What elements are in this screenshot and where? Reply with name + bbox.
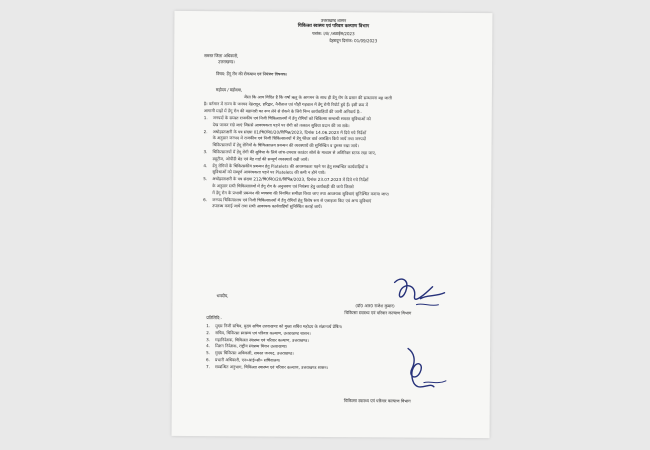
letter-page: [172, 11, 493, 438]
instruction-number: 4.: [203, 162, 208, 168]
instruction-item: [203, 176, 467, 198]
copy-heading: प्रतिलिपि:-: [206, 315, 222, 321]
subject-line: विषय: डेंगू रोग की रोकथाम एवं नियंत्रण विषयक।: [216, 71, 288, 77]
copy-number: 6.: [206, 357, 210, 363]
intro-line: आगामी माहों में डेंगू रोग की महामारी का रूप लेने से रोकने के लिये निम्न कार्यवाहियाँ की जानी अनिवार्य है:-: [203, 107, 362, 114]
copy-text: मुख्य निजी सचिव, मुख्य सचिव उत्तराखण्ड को मुख्य सचिव महोदय के संज्ञानार्थ प्रेषित।: [215, 323, 343, 330]
instruction-line: जनपद चिकित्सालय एवं निजी चिकित्सालयों में डेंगू रोगियों हेतु विशेष रूप से एलाइजा किट एवं अन्य सुविधाएं: [212, 196, 372, 203]
intro-line: है। वर्तमान में राज्य के जनपद देहरादून, हरिद्वार, नैनीताल एवं पौड़ी गढ़वाल में डेंगू रोगी रिपोर्ट हुये हैं। इसी क्रम में: [203, 100, 369, 108]
instruction-item: [203, 197, 467, 212]
instruction-number: 3.: [203, 149, 208, 155]
intro-line: जैसा कि आप विदित है कि वर्षा ऋतु के आगमन के साथ ही डेंगू रोग के प्रसार की सम्भावना बढ़ जाती: [243, 94, 392, 101]
recipient-line-2: उत्तराखण्ड।: [218, 59, 235, 65]
instruction-item: [204, 129, 468, 151]
salutation: महोदय / महोदया,: [215, 87, 243, 93]
header-department: चिकित्सा स्वास्थ्य एवं परिवार कल्याण विभाग: [297, 23, 370, 30]
instruction-number: 1.: [203, 115, 208, 121]
instruction-line: अधोहस्ताक्षरी के पत्र संख्या 01/चि0नि0/20/विभिन्न/2023, दिनांक 14.06.2023 में दिये गये निर्देशों: [212, 128, 367, 135]
reference-number: पत्रांक: I/ll/ /अठाईस/2023: [312, 30, 355, 37]
signatory-title-2: चिकित्सा स्वास्थ्य एवं परिवार कल्याण विभाग: [343, 398, 411, 404]
instruction-line: उपलब्ध कराई जायें तथा सभी आवश्यक कार्यवाहियों सुनिश्चित कराई जायें।: [212, 203, 323, 210]
intro-paragraph: [204, 94, 466, 116]
instruction-line: जनपदों के समस्त राजकीय एवं निजी चिकित्सालयों में डेंगू रोगियों को चिकित्सा सम्बन्धी समस्त सुविधाओं को: [212, 115, 371, 122]
instruction-number: 6.: [203, 196, 208, 202]
letter-date: देहरादून दिनांक: 01/09/2023: [329, 37, 378, 44]
signature-1-image: [386, 274, 456, 314]
copy-text: सम्बन्धित अनुभाग, चिकित्सा स्वास्थ्य एवं परिवार कल्याण, उत्तराखण्ड शासन।: [214, 363, 329, 370]
copy-number: 4.: [206, 343, 211, 349]
copy-number: 1.: [206, 323, 211, 329]
copy-number: 5.: [206, 350, 211, 356]
copy-text: सचिव, चिकित्सा स्वास्थ्य एवं परिवार कल्याण, उत्तराखण्ड शासन।: [215, 329, 311, 336]
signatory-name: (डॉ0 आर0 राजेश कुमार): [355, 303, 395, 309]
copy-number: 2.: [206, 329, 211, 335]
header-line-1: उत्तराखण्ड शासन: [320, 17, 346, 24]
instruction-line: अधोहस्ताक्षरी के पत्र संख्या 212/चि0नि0/20/विभिन्न/2023, दिनांक 23.07.2023 में दिये गये निर्देशों: [212, 176, 369, 183]
copy-text: मिशन निदेशक, राष्ट्रीय स्वास्थ्य मिशन उत्तराखण्ड।: [215, 343, 288, 350]
instruction-line: डेंगू रोगियों के चिकित्सकीय प्रबन्धन हेतु Platelets की आवश्यकता पड़ने पर हेतु सम्बन्धित कार्यवाहियों व: [212, 162, 368, 169]
closing-text: भवदीय,: [216, 293, 229, 299]
signatory-title: चिकित्सा स्वास्थ्य एवं परिवार कल्याण विभाग: [344, 310, 412, 316]
instruction-line: देख जाकर रखे जाएं जिससे आवश्यकता पड़ने पर रोगी को तत्काल सुविधा प्रदान की जा सके।: [212, 121, 350, 128]
signature-2-image: [394, 342, 454, 397]
recipient-line-1: समस्त जिला अधिकारी,: [204, 53, 239, 59]
instruction-line: के अनुसार जनपद में राजकीय एवं निजी चिकित्सालयों में डेंगू फीवर वार्ड आरक्षित किये जायें तथा जनपदों: [212, 135, 366, 142]
copy-text: मुख्य चिकित्सा अधिकारी, समस्त जनपद, उत्तराखण्ड।: [215, 350, 294, 356]
instruction-number: 5.: [203, 176, 208, 182]
instruction-line: ड्यूटीज, ओपीडी बेड एवं बेड गार्ड की सम्पूर्ण व्यवस्थायें रखी जायें।: [212, 155, 309, 162]
instruction-number: 2.: [203, 128, 208, 134]
instruction-line: में डेंगू रोग के प्रभावी प्रबन्धन की व्यवस्था की नियमित समीक्षा किया जाए तथा आवश्यक सुविधाएं सुनिश्चित कराया जाए।: [212, 189, 390, 197]
instruction-line: चिकित्सालयों में डेंगू रोगी की सुविधा के लिये जांच-उपचार काउंटर सोर्स के माध्यम से अतिरिक्त स्टाफ रखा जाए,: [212, 149, 377, 156]
instruction-list: [203, 115, 468, 212]
copy-number: 3.: [206, 336, 211, 342]
copy-text: प्रभारी अधिकारी, एन०आई०सी० सचिवालय।: [215, 357, 281, 363]
copy-number: 7.: [205, 363, 210, 369]
instruction-line: के अनुसार सभी चिकित्सालयों में डेंगू रोग के अनुश्रवण एवं नियंत्रण हेतु कार्यवाही की जाये जिससे: [212, 183, 354, 190]
copy-text: महानिदेशक, चिकित्सा स्वास्थ्य एवं परिवार कल्याण, उत्तराखण्ड।: [215, 336, 309, 343]
instruction-line: चिकित्सालयों में डेंगू रोगियों के चिकित्सालय प्रबन्धन की व्यवस्थायें की सुनिश्चित व दुरुस्त रखा जाये।: [212, 142, 359, 149]
instruction-line: सुविधाओं को सम्पूर्ण आवश्यकता पड़ने पर Platelets की कमी न होने पाये।: [212, 169, 326, 176]
